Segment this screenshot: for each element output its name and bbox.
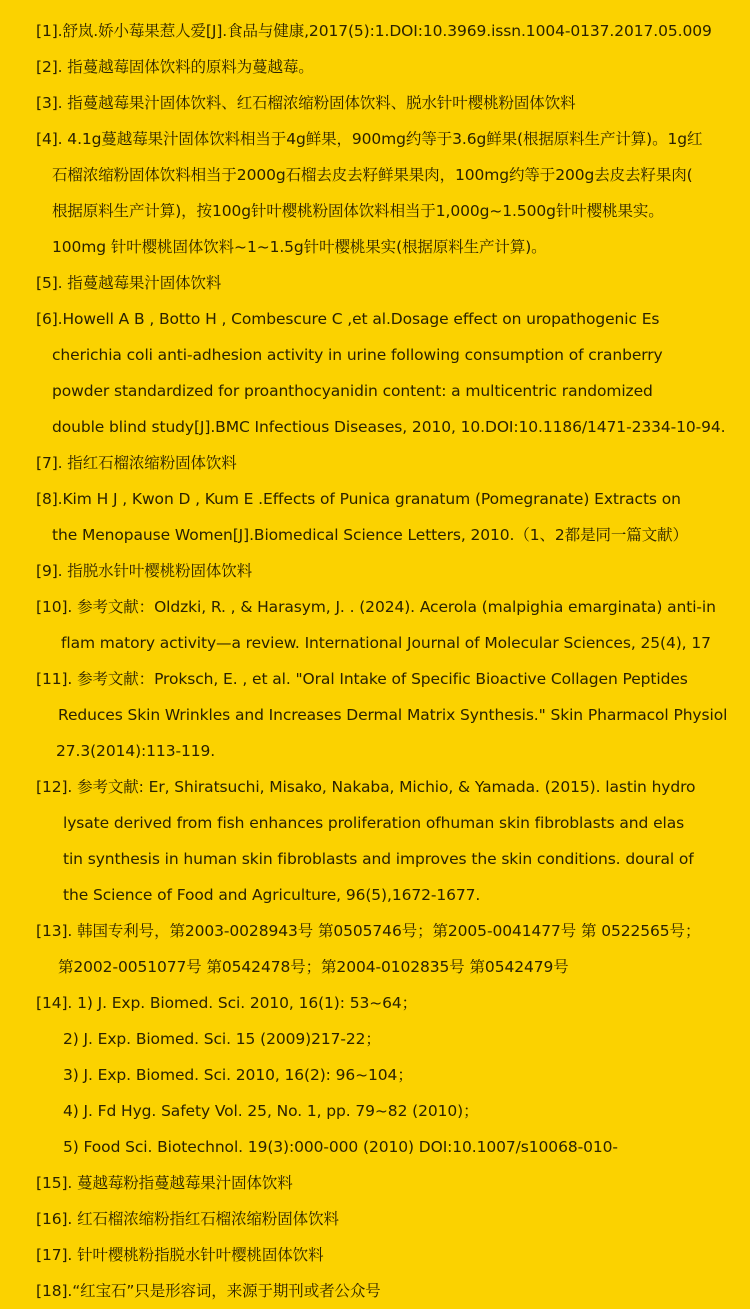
reference-entry: [5]. 指蔓越莓果汁固体饮料 [36,274,222,292]
reference-continuation: the Science of Food and Agriculture, 96(5),1672-1677. [63,886,481,904]
reference-entry: [16]. 红石榴浓缩粉指红石榴浓缩粉固体饮料 [36,1210,339,1228]
reference-entry: [14]. 1) J. Exp. Biomed. Sci. 2010, 16(1): 53~64； [36,994,418,1012]
reference-entry: [13]. 韩国专利号，第2003-0028943号 第0505746号；第2005-0041477号 第 0522565号； [36,922,701,940]
reference-entry: [12]. 参考文献: Er, Shiratsuchi, Misako, Nakaba, Michio, & Yamada. (2015). lastin hydro [36,778,696,796]
reference-continuation: 第2002-0051077号 第0542478号；第2004-0102835号 第0542479号 [58,958,569,976]
reference-entry: [9]. 指脱水针叶樱桃粉固体饮料 [36,562,253,580]
reference-entry: [2]. 指蔓越莓固体饮料的原料为蔓越莓。 [36,58,314,76]
reference-continuation: cherichia coli anti-adhesion activity in urine following consumption of cranberry [52,346,663,364]
reference-continuation: powder standardized for proanthocyanidin content: a multicentric randomized [52,382,653,400]
reference-continuation: Reduces Skin Wrinkles and Increases Dermal Matrix Synthesis." Skin Pharmacol Physiol [58,706,728,724]
reference-entry: [8].Kim H J , Kwon D , Kum E .Effects of Punica granatum (Pomegranate) Extracts on [36,490,681,508]
reference-entry: [10]. 参考文献：Oldzki, R. , & Harasym, J. . (2024). Acerola (malpighia emarginata) anti-in [36,598,716,616]
reference-entry: [1].舒岚.娇小莓果惹人爱[J].食品与健康,2017(5):1.DOI:10.3969.issn.1004-0137.2017.05.009 [36,22,712,40]
reference-entry: [15]. 蔓越莓粉指蔓越莓果汁固体饮料 [36,1174,293,1192]
reference-continuation: tin synthesis in human skin fibroblasts and improves the skin conditions. doural of [63,850,694,868]
reference-continuation: 100mg 针叶樱桃固体饮料~1~1.5g针叶樱桃果实(根据原料生产计算)。 [52,238,547,256]
reference-entry: [11]. 参考文献：Proksch, E. , et al. "Oral Intake of Specific Bioactive Collagen Peptides [36,670,688,688]
reference-continuation: lysate derived from fish enhances proliferation ofhuman skin fibroblasts and elas [63,814,685,832]
reference-entry: [17]. 针叶樱桃粉指脱水针叶樱桃固体饮料 [36,1246,324,1264]
reference-entry: [3]. 指蔓越莓果汁固体饮料、红石榴浓缩粉固体饮料、脱水针叶樱桃粉固体饮料 [36,94,576,112]
reference-entry: [7]. 指红石榴浓缩粉固体饮料 [36,454,237,472]
reference-continuation: 5) Food Sci. Biotechnol. 19(3):000-000 (2010) DOI:10.1007/s10068-010- [63,1138,618,1156]
reference-continuation: 2) J. Exp. Biomed. Sci. 15 (2009)217-22； [63,1030,381,1048]
reference-continuation: the Menopause Women[J].Biomedical Science Letters, 2010.（1、2都是同一篇文献） [52,526,688,544]
reference-continuation: 石榴浓缩粉固体饮料相当于2000g石榴去皮去籽鲜果果肉，100mg约等于200g去皮去籽果肉( [52,166,693,184]
reference-continuation: double blind study[J].BMC Infectious Diseases, 2010, 10.DOI:10.1186/1471-2334-10-94. [52,418,726,436]
reference-entry: [18].“红宝石”只是形容词，来源于期刊或者公众号 [36,1282,381,1300]
reference-continuation: flam matory activity—a review. International Journal of Molecular Sciences, 25(4), 17 [61,634,711,652]
reference-entry: [6].Howell A B , Botto H , Combescure C ,et al.Dosage effect on uropathogenic Es [36,310,660,328]
reference-continuation: 根据原料生产计算)，按100g针叶樱桃粉固体饮料相当于1,000g~1.500g针叶樱桃果实。 [52,202,664,220]
reference-continuation: 4) J. Fd Hyg. Safety Vol. 25, No. 1, pp. 79~82 (2010)； [63,1102,479,1120]
reference-continuation: 3) J. Exp. Biomed. Sci. 2010, 16(2): 96~104； [63,1066,413,1084]
reference-continuation: 27.3(2014):113-119. [56,742,216,760]
reference-entry: [4]. 4.1g蔓越莓果汁固体饮料相当于4g鲜果，900mg约等于3.6g鲜果(根据原料生产计算)。1g红 [36,130,703,148]
